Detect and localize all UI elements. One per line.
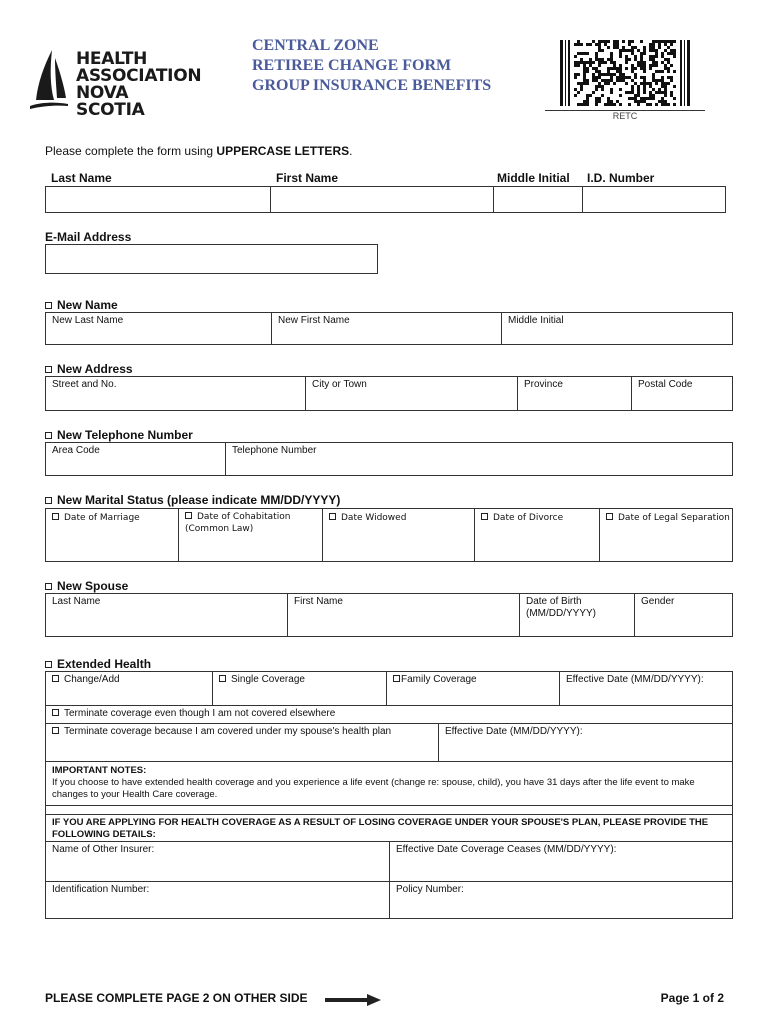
middle-initial-label: Middle Initial xyxy=(497,171,570,185)
cohabitation-sublabel: (Common Law) xyxy=(185,524,254,534)
logo-line-3: NOVA SCOTIA xyxy=(76,83,145,120)
spouse-dob-format: (MM/DD/YYYY) xyxy=(526,608,596,619)
terminate-effective-date-field[interactable] xyxy=(438,724,732,761)
important-notes-title: IMPORTANT NOTES: xyxy=(52,765,147,776)
change-add-option[interactable] xyxy=(46,672,212,705)
first-name-label: First Name xyxy=(276,171,339,185)
new-name-row xyxy=(45,312,733,345)
id-number-label: I.D. Number xyxy=(587,171,655,185)
policy-number-label: Policy Number: xyxy=(396,884,464,895)
barcode-graphic xyxy=(560,40,690,106)
area-code-label: Area Code xyxy=(52,445,100,456)
new-telephone-title: New Telephone Number xyxy=(57,428,193,442)
widowed-label: Date Widowed xyxy=(341,513,407,523)
extended-health-title: Extended Health xyxy=(57,657,152,671)
divorce-label: Date of Divorce xyxy=(493,513,564,523)
first-name-field[interactable] xyxy=(270,187,493,212)
losing-coverage-notice: IF YOU ARE APPLYING FOR HEALTH COVERAGE AS A RESULT OF LOSING COVERAGE UNDER YOUR SPOUSE'S PLAN, PLEASE PROVIDE THE FOLLOWING DETAILS: xyxy=(46,814,732,842)
identification-number-label: Identification Number: xyxy=(52,884,150,895)
cohabitation-date-field[interactable] xyxy=(178,509,322,561)
coverage-options-row xyxy=(46,672,732,706)
terminate-1-checkbox[interactable] xyxy=(52,709,59,716)
form-title xyxy=(252,36,491,96)
telephone-number-label: Telephone Number xyxy=(232,445,317,456)
new-address-section[interactable] xyxy=(45,362,133,376)
new-telephone-section[interactable] xyxy=(45,428,193,442)
spouse-gender-field[interactable] xyxy=(634,594,732,636)
telephone-number-field[interactable] xyxy=(225,443,732,475)
personal-info-row xyxy=(45,186,726,213)
form-title-line-2: RETIREE CHANGE FORM xyxy=(252,57,452,74)
new-address-title: New Address xyxy=(57,362,133,376)
middle-initial-field[interactable] xyxy=(493,187,582,212)
spouse-dob-label: Date of Birth xyxy=(526,596,582,607)
spouse-last-name-label: Last Name xyxy=(52,596,101,607)
last-name-label: Last Name xyxy=(51,171,112,185)
city-field[interactable] xyxy=(305,377,517,410)
new-spouse-checkbox[interactable] xyxy=(45,583,52,590)
marriage-label: Date of Marriage xyxy=(64,513,140,523)
email-field[interactable] xyxy=(45,244,378,274)
province-field[interactable] xyxy=(517,377,631,410)
marital-status-checkbox[interactable] xyxy=(45,497,52,504)
new-address-row xyxy=(45,376,733,411)
marital-status-row xyxy=(45,508,733,562)
terminate-option-1-row xyxy=(46,706,732,724)
arrow-right-icon xyxy=(325,993,381,1011)
terminate-1-label: Terminate coverage even though I am not covered elsewhere xyxy=(64,708,336,719)
spouse-gender-label: Gender xyxy=(641,596,675,607)
new-spouse-title: New Spouse xyxy=(57,579,129,593)
spouse-first-name-field[interactable] xyxy=(287,594,519,636)
coverage-ceases-label: Effective Date Coverage Ceases (MM/DD/YYYY): xyxy=(396,844,617,855)
street-field[interactable] xyxy=(46,377,305,410)
postal-code-label: Postal Code xyxy=(638,379,693,390)
marital-status-section[interactable] xyxy=(45,493,340,507)
sailboat-icon xyxy=(30,48,70,112)
new-first-name-label: New First Name xyxy=(278,315,350,326)
effective-date-field[interactable] xyxy=(559,672,732,705)
other-insurer-label: Name of Other Insurer: xyxy=(52,844,155,855)
new-address-checkbox[interactable] xyxy=(45,366,52,373)
instructions-emphasis: UPPERCASE LETTERS xyxy=(216,144,350,158)
separation-label: Date of Legal Separation xyxy=(618,513,730,523)
divorce-date-field[interactable] xyxy=(474,509,599,561)
terminate-option-2[interactable] xyxy=(46,724,438,761)
important-notes xyxy=(46,762,732,806)
instructions-text: Please complete the form using xyxy=(45,144,217,158)
extended-health-checkbox[interactable] xyxy=(45,661,52,668)
terminate-effective-date-label: Effective Date (MM/DD/YYYY): xyxy=(445,726,583,737)
family-coverage-checkbox[interactable] xyxy=(393,675,400,682)
terminate-2-checkbox[interactable] xyxy=(52,727,59,734)
other-insurer-field[interactable] xyxy=(46,842,389,881)
new-telephone-row xyxy=(45,442,733,476)
single-coverage-label: Single Coverage xyxy=(231,674,305,685)
page-number: Page 1 of 2 xyxy=(660,991,724,1005)
new-first-name-field[interactable] xyxy=(271,313,501,344)
footer-instruction: PLEASE COMPLETE PAGE 2 ON OTHER SIDE xyxy=(45,991,308,1005)
postal-code-field[interactable] xyxy=(631,377,732,410)
cohabitation-label: Date of Cohabitation xyxy=(197,512,291,522)
form-title-line-3: GROUP INSURANCE BENEFITS xyxy=(252,77,492,94)
single-coverage-checkbox[interactable] xyxy=(219,675,226,682)
other-insurer-row xyxy=(46,842,732,882)
divorce-checkbox[interactable] xyxy=(481,513,488,520)
barcode-label: RETC xyxy=(545,110,705,121)
email-label: E-Mail Address xyxy=(45,230,132,244)
widowed-date-field[interactable] xyxy=(322,509,474,561)
instructions-end: . xyxy=(349,144,353,158)
marriage-date-field[interactable] xyxy=(46,509,178,561)
street-label: Street and No. xyxy=(52,379,117,390)
identification-number-field[interactable] xyxy=(46,882,389,919)
logo-line-1: HEALTH xyxy=(76,49,148,69)
province-label: Province xyxy=(524,379,563,390)
family-coverage-option[interactable] xyxy=(386,672,559,705)
new-name-title: New Name xyxy=(57,298,118,312)
new-last-name-field[interactable] xyxy=(46,313,271,344)
effective-date-label: Effective Date (MM/DD/YYYY): xyxy=(566,674,704,685)
organization-logo xyxy=(30,46,202,120)
spouse-last-name-field[interactable] xyxy=(46,594,287,636)
extended-health-section[interactable] xyxy=(45,657,151,671)
new-name-section[interactable] xyxy=(45,298,118,312)
spouse-dob-field[interactable] xyxy=(519,594,634,636)
coverage-ceases-field[interactable] xyxy=(389,842,732,881)
separation-checkbox[interactable] xyxy=(606,513,613,520)
policy-number-field[interactable] xyxy=(389,882,732,919)
single-coverage-option[interactable] xyxy=(212,672,386,705)
new-middle-initial-field[interactable] xyxy=(501,313,732,344)
new-telephone-checkbox[interactable] xyxy=(45,432,52,439)
widowed-checkbox[interactable] xyxy=(329,513,336,520)
terminate-option-2-row xyxy=(46,724,732,762)
identification-row xyxy=(46,882,732,919)
change-add-label: Change/Add xyxy=(64,674,120,685)
marital-status-title: New Marital Status (please indicate MM/DD/YYYY) xyxy=(57,493,341,507)
logo-line-2: ASSOCIATION xyxy=(76,66,202,86)
cohabitation-checkbox[interactable] xyxy=(185,512,192,519)
new-last-name-label: New Last Name xyxy=(52,315,124,326)
barcode xyxy=(560,40,690,106)
family-coverage-label: Family Coverage xyxy=(401,674,477,685)
separation-date-field[interactable] xyxy=(599,509,732,561)
terminate-option-1[interactable] xyxy=(46,706,732,723)
extended-health-table xyxy=(45,671,733,919)
new-spouse-row xyxy=(45,593,733,637)
marriage-checkbox[interactable] xyxy=(52,513,59,520)
area-code-field[interactable] xyxy=(46,443,225,475)
instructions xyxy=(45,144,352,158)
spouse-first-name-label: First Name xyxy=(294,596,343,607)
new-middle-initial-label: Middle Initial xyxy=(508,315,564,326)
form-title-line-1: CENTRAL ZONE xyxy=(252,37,379,54)
new-name-checkbox[interactable] xyxy=(45,302,52,309)
id-number-field[interactable] xyxy=(582,187,725,212)
last-name-field[interactable] xyxy=(46,187,270,212)
change-add-checkbox[interactable] xyxy=(52,675,59,682)
city-label: City or Town xyxy=(312,379,367,390)
important-notes-text: If you choose to have extended health coverage and you experience a life event (change re: spouse, child), you have 31 days after the life event to make changes to your Health Care coverage. xyxy=(52,777,695,800)
terminate-2-label: Terminate coverage because I am covered under my spouse's health plan xyxy=(64,726,392,737)
new-spouse-section[interactable] xyxy=(45,579,128,593)
